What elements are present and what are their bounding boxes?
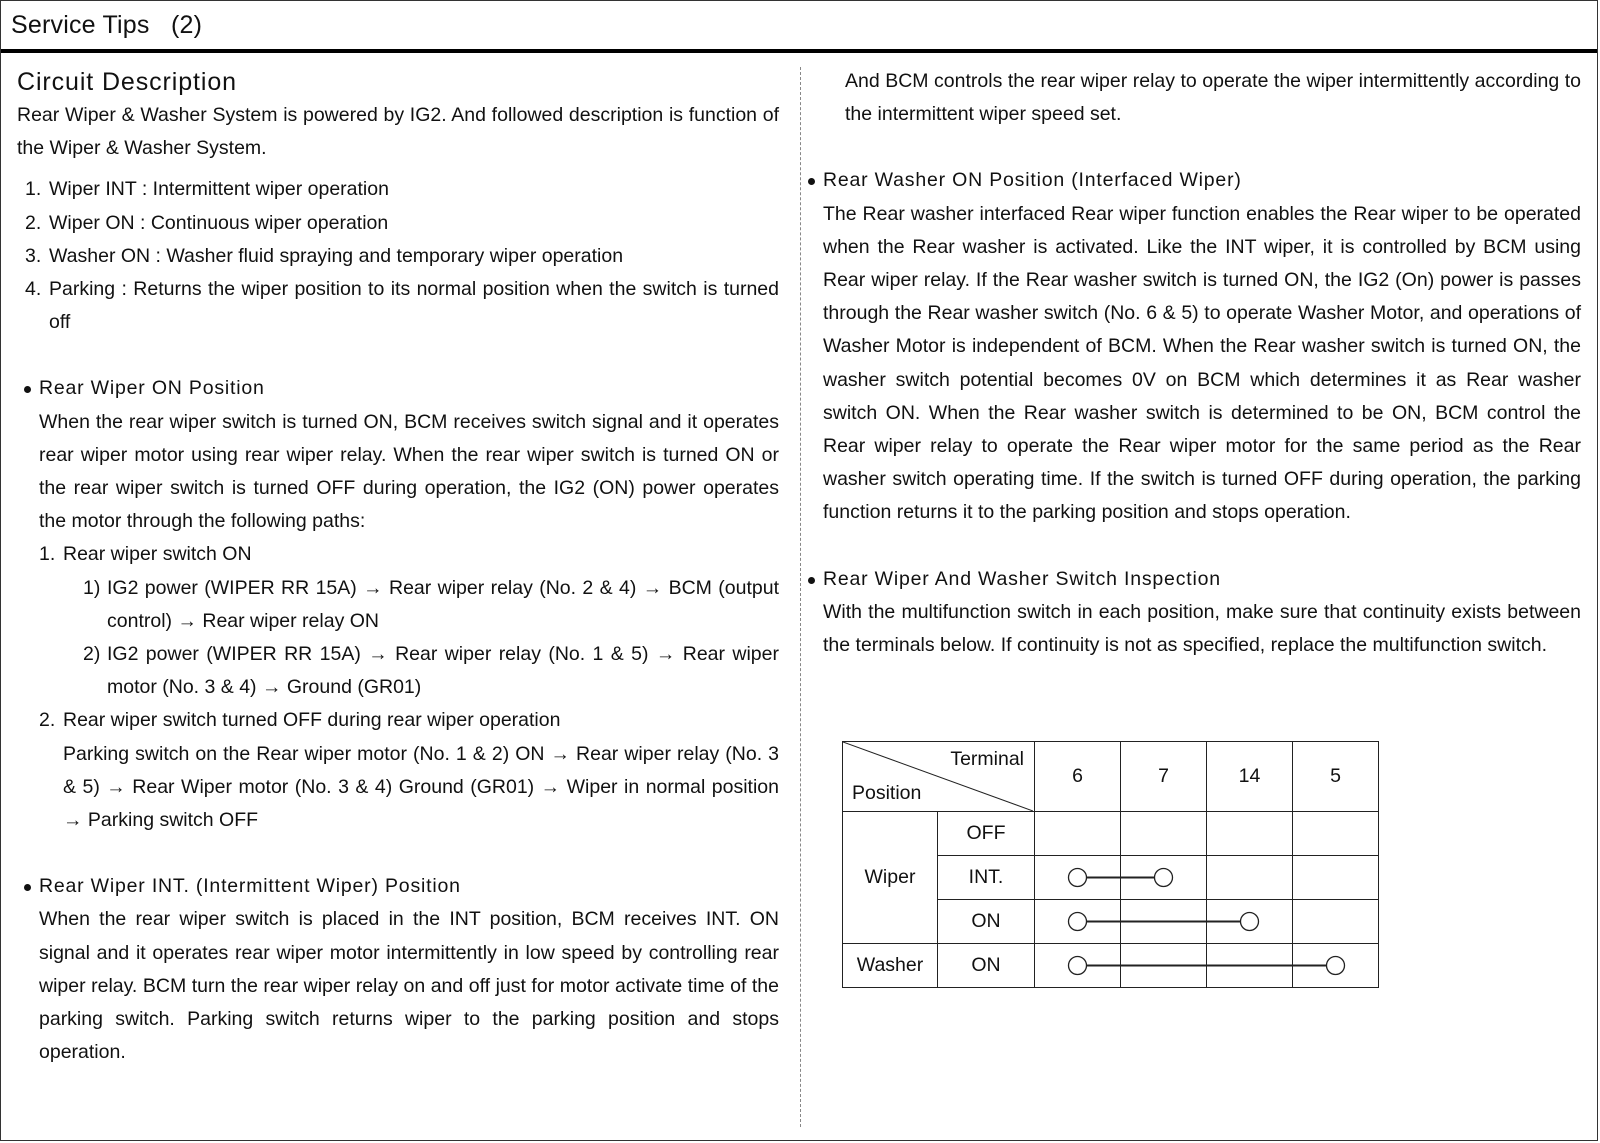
heading-wiper-int: Rear Wiper INT. (Intermittent Wiper) Position — [17, 870, 779, 903]
inspection-body: With the multifunction switch in each position, make sure that continuity exists between the terminals below. If continuity is not as specified, replace the multifunction switch. — [823, 600, 1581, 657]
table-row — [843, 944, 1379, 988]
path-item: 2) IG2 power (WIPER RR 15A) → Rear wiper relay (No. 1 & 5) → Rear wiper motor (No. 3 & 4) → Ground (GR01) — [83, 643, 779, 699]
heading-inspection: Rear Wiper And Washer Switch Inspection — [801, 563, 1581, 596]
position-label: ON — [938, 944, 1035, 988]
int-continued-paragraph: And BCM controls the rear wiper relay to operate the wiper intermittently according to the intermittent wiper speed set. — [845, 70, 1581, 126]
position-label: ON — [938, 900, 1035, 944]
step-2-title: 2. Rear wiper switch turned OFF during rear wiper operation — [39, 709, 561, 732]
left-column — [17, 61, 779, 1069]
terminal-label: Terminal — [950, 748, 1024, 770]
page-title: Service Tips (2) — [11, 11, 203, 39]
table-header-row — [843, 742, 1379, 812]
group-label: Washer — [843, 944, 938, 988]
bullet-icon — [808, 577, 815, 584]
column-divider — [800, 67, 801, 1127]
function-item: 2. Wiper ON : Continuous wiper operation — [25, 211, 389, 234]
position-label: Position — [852, 782, 922, 804]
function-item: 1. Wiper INT : Intermittent wiper operation — [25, 178, 389, 201]
function-item: 3. Washer ON : Washer fluid spraying and temporary wiper operation — [25, 244, 624, 267]
group-label: Wiper — [843, 812, 938, 944]
wiper-on-body: When the rear wiper switch is turned ON, BCM receives switch signal and it operates rear wiper motor using rear wiper relay. When the rear wiper switch is turned ON or the rear wiper switch is turned OFF during operation, the IG2 (ON) power operates the motor through the following paths: — [39, 410, 779, 533]
heading-washer-on: Rear Washer ON Position (Interfaced Wiper) — [801, 164, 1581, 197]
terminal-header: 14 — [1207, 742, 1293, 812]
section-title: Circuit Description — [17, 68, 237, 96]
wiper-on-section — [17, 406, 779, 838]
terminal-header: 7 — [1121, 742, 1207, 812]
page-header — [1, 1, 1597, 53]
function-list — [17, 173, 779, 339]
bullet-icon — [808, 178, 815, 185]
bullet-icon — [24, 386, 31, 393]
table-row — [843, 812, 1379, 856]
intro-paragraph: Rear Wiper & Washer System is powered by IG2. And followed description is function of the Wiper & Washer System. — [17, 104, 779, 160]
bullet-icon — [24, 884, 31, 891]
step-2-body: Parking switch on the Rear wiper motor (No. 1 & 2) ON → Rear wiper relay (No. 3 & 5) → Rear Wiper motor (No. 3 & 4) Ground (GR01) → Wiper in normal position → Parking switch OFF — [63, 742, 779, 832]
heading-wiper-on: Rear Wiper ON Position — [17, 372, 779, 405]
function-item: 4. Parking : Returns the wiper position to its normal position when the switch is turned off — [25, 278, 779, 334]
terminal-header: 5 — [1293, 742, 1379, 812]
continuity-table — [842, 741, 1379, 988]
position-label: INT. — [938, 856, 1035, 900]
position-label: OFF — [938, 812, 1035, 856]
terminal-header: 6 — [1035, 742, 1121, 812]
wiper-int-body: When the rear wiper switch is placed in the INT position, BCM receives INT. ON signal and it operates rear wiper motor intermittently in low speed by controlling rear wiper relay. BCM turn the rear wiper relay on and off just for motor activate time of the parking switch. Parking switch returns wiper to the parking position and stops operation. — [39, 908, 779, 1064]
diagonal-header-cell — [843, 742, 1035, 812]
right-column — [823, 61, 1581, 662]
step-1-title: 1. Rear wiper switch ON — [39, 543, 252, 566]
washer-on-body: The Rear washer interfaced Rear wiper function enables the Rear wiper to be operated when the Rear washer is activated. Like the INT wiper, it is controlled by BCM using Rear wiper relay. If the Rear washer switch is turned ON, the IG2 (On) power is passes through the Rear washer switch (No. 6 & 5) to operate Washer Motor, and operations of Washer Motor is independent of BCM. When the Rear washer switch is turned ON, the washer switch potential becomes 0V on BCM which determines it as Rear washer switch ON. When the Rear washer switch is determined to be ON, BCM control the Rear wiper relay to operate the Rear wiper motor for the same period as the Rear washer switch operating time. If the switch is turned OFF during operation, the parking function returns it to the parking position and stops operation. — [823, 202, 1581, 524]
path-item: 1) IG2 power (WIPER RR 15A) → Rear wiper relay (No. 2 & 4) → BCM (output control) → Rear wiper relay ON — [83, 576, 779, 632]
